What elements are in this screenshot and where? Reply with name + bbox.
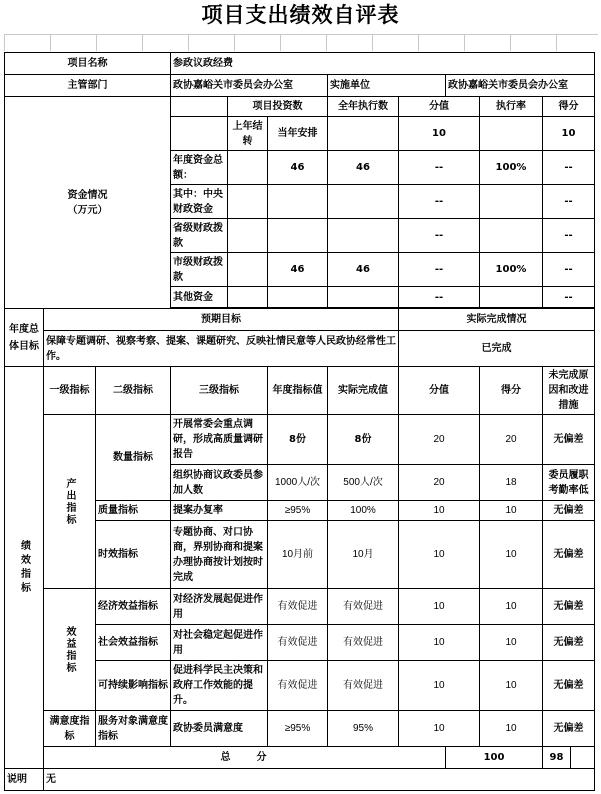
perf-l3: 专题协商、对口协商，界别协商和提案办理协商按计划按时完成 xyxy=(171,521,268,589)
total-label: 总 分 xyxy=(44,747,446,769)
actual-goal-label: 实际完成情况 xyxy=(399,309,595,331)
perf-l2: 质量指标 xyxy=(96,501,171,521)
perf-target: 有效促进 xyxy=(268,625,328,661)
perf-reason: 无偏差 xyxy=(543,501,595,521)
header-score-value: 10 xyxy=(399,117,480,151)
perf-got: 18 xyxy=(480,465,543,501)
perf-l3: 对社会稳定起促进作用 xyxy=(171,625,268,661)
header-reason: 未完成原因和改进措施 xyxy=(543,367,595,415)
perf-got: 10 xyxy=(480,501,543,521)
dept-label: 主管部门 xyxy=(5,75,171,97)
col-invest: 项目投资数 xyxy=(228,97,328,117)
perf-score: 10 xyxy=(399,501,480,521)
row-goals-content xyxy=(5,331,595,367)
row-goals-header xyxy=(5,309,595,331)
perf-l2: 可持续影响指标 xyxy=(96,661,171,711)
project-name-label: 项目名称 xyxy=(5,53,171,75)
perf-section-label: 绩效指标 xyxy=(5,367,44,769)
note-label: 说明 xyxy=(5,769,44,791)
group-benefit: 效益指标 xyxy=(44,589,96,711)
perf-reason: 无偏差 xyxy=(543,415,595,465)
perf-row xyxy=(5,711,595,747)
perf-row xyxy=(5,415,595,465)
perf-l2: 服务对象满意度指标 xyxy=(96,711,171,747)
funds-row-prev xyxy=(228,253,268,287)
perf-l2: 数量指标 xyxy=(96,415,171,501)
perf-l2: 时效指标 xyxy=(96,521,171,589)
perf-reason: 无偏差 xyxy=(543,521,595,589)
row-department xyxy=(5,75,595,97)
perf-l3: 促进科学民主决策和政府工作效能的提升。 xyxy=(171,661,268,711)
perf-got: 10 xyxy=(480,625,543,661)
spreadsheet-gridlines xyxy=(4,34,598,51)
total-got: 98 xyxy=(543,747,571,769)
funds-section-label xyxy=(5,97,171,309)
funds-row-exec: 46 xyxy=(328,151,399,185)
perf-l2: 经济效益指标 xyxy=(96,589,171,625)
perf-actual: 500人/次 xyxy=(328,465,399,501)
perf-score: 20 xyxy=(399,415,480,465)
funds-row-prev xyxy=(228,219,268,253)
perf-target: 1000人/次 xyxy=(268,465,328,501)
perf-target: ≥95% xyxy=(268,711,328,747)
perf-l3: 开展常委会重点调研，形成高质量调研报告 xyxy=(171,415,268,465)
perf-target: 10月前 xyxy=(268,521,328,589)
exec-blank xyxy=(328,117,399,151)
project-name-value: 参政议政经费 xyxy=(171,53,595,75)
perf-score: 10 xyxy=(399,521,480,589)
row-note xyxy=(5,769,595,791)
expected-goal-value: 保障专题调研、视察考察、提案、课题研究、反映社情民意等人民政协经常性工作。 xyxy=(44,331,399,367)
funds-row-prev xyxy=(228,151,268,185)
actual-goal-value: 已完成 xyxy=(399,331,595,367)
funds-row-got: -- xyxy=(543,151,595,185)
perf-got: 10 xyxy=(480,661,543,711)
funds-row-got: -- xyxy=(543,185,595,219)
perf-l3: 组织协商议政委员参加人数 xyxy=(171,465,268,501)
funds-blank-sub xyxy=(171,117,228,151)
funds-unit: （万元） xyxy=(67,204,108,216)
perf-l2: 社会效益指标 xyxy=(96,625,171,661)
funds-row-rate xyxy=(480,219,543,253)
funds-row-exec xyxy=(328,219,399,253)
funds-row-label: 省级财政拨款 xyxy=(171,219,228,253)
header-got-value: 10 xyxy=(543,117,595,151)
perf-actual: 10月 xyxy=(328,521,399,589)
funds-row-rate: 100% xyxy=(480,253,543,287)
funds-row-exec xyxy=(328,185,399,219)
row-total xyxy=(5,747,595,769)
perf-l3: 政协委员满意度 xyxy=(171,711,268,747)
perf-row xyxy=(5,589,595,625)
funds-row-label: 其他资金 xyxy=(171,287,228,308)
perf-actual: 有效促进 xyxy=(328,661,399,711)
col-prev: 上年结转 xyxy=(228,117,268,151)
header-actual: 实际完成值 xyxy=(328,367,399,415)
perf-reason: 无偏差 xyxy=(543,625,595,661)
row-funds-header xyxy=(5,97,595,117)
expected-goal-label: 预期目标 xyxy=(44,309,399,331)
col-curr: 当年安排 xyxy=(268,117,328,151)
perf-target: 8份 xyxy=(268,415,328,465)
col-got: 得分 xyxy=(543,97,595,117)
impl-label: 实施单位 xyxy=(328,75,446,97)
funds-row-got: -- xyxy=(543,219,595,253)
funds-row-curr xyxy=(268,185,328,219)
funds-row-label: 其中：中央财政资金 xyxy=(171,185,228,219)
perf-reason: 无偏差 xyxy=(543,661,595,711)
perf-got: 10 xyxy=(480,521,543,589)
perf-reason: 无偏差 xyxy=(543,711,595,747)
perf-actual: 有效促进 xyxy=(328,589,399,625)
funds-row-score: -- xyxy=(399,219,480,253)
funds-row-score: -- xyxy=(399,151,480,185)
header-l2: 二级指标 xyxy=(96,367,171,415)
funds-row-curr xyxy=(268,219,328,253)
header-got: 得分 xyxy=(480,367,543,415)
row-perf-header xyxy=(5,367,595,415)
evaluation-table xyxy=(4,52,595,791)
funds-row-got: -- xyxy=(543,253,595,287)
total-score: 100 xyxy=(446,747,543,769)
row-project-name xyxy=(5,53,595,75)
header-l3: 三级指标 xyxy=(171,367,268,415)
perf-l3: 对经济发展起促进作用 xyxy=(171,589,268,625)
perf-l3: 提案办复率 xyxy=(171,501,268,521)
perf-target: ≥95% xyxy=(268,501,328,521)
funds-row-rate xyxy=(480,287,543,308)
header-l1: 一级指标 xyxy=(44,367,96,415)
funds-row-got: -- xyxy=(543,287,595,308)
funds-row-exec: 46 xyxy=(328,253,399,287)
col-rate: 执行率 xyxy=(480,97,543,117)
perf-reason: 委员履职考勤率低 xyxy=(543,465,595,501)
funds-row-rate: 100% xyxy=(480,151,543,185)
header-score: 分值 xyxy=(399,367,480,415)
funds-row-prev xyxy=(228,185,268,219)
group-satisfaction: 满意度指标 xyxy=(44,711,96,747)
perf-actual: 100% xyxy=(328,501,399,521)
funds-row-label: 市级财政拨款 xyxy=(171,253,228,287)
perf-actual: 95% xyxy=(328,711,399,747)
funds-row-rate xyxy=(480,185,543,219)
perf-got: 10 xyxy=(480,711,543,747)
funds-label: 资金情况 xyxy=(67,189,108,201)
perf-score: 20 xyxy=(399,465,480,501)
note-value: 无 xyxy=(44,769,595,791)
goals-label: 年度总体目标 xyxy=(5,309,44,367)
header-target: 年度指标值 xyxy=(268,367,328,415)
funds-row-score: -- xyxy=(399,287,480,308)
perf-got: 10 xyxy=(480,589,543,625)
col-score: 分值 xyxy=(399,97,480,117)
funds-row-score: -- xyxy=(399,185,480,219)
total-blank xyxy=(571,747,595,769)
perf-target: 有效促进 xyxy=(268,661,328,711)
perf-reason: 无偏差 xyxy=(543,589,595,625)
funds-row-exec xyxy=(328,287,399,308)
group-output: 产出指标 xyxy=(44,415,96,589)
col-exec: 全年执行数 xyxy=(328,97,399,117)
perf-got: 20 xyxy=(480,415,543,465)
page-title: 项目支出绩效自评表 xyxy=(201,2,400,27)
perf-actual: 8份 xyxy=(328,415,399,465)
perf-score: 10 xyxy=(399,711,480,747)
funds-row-curr: 46 xyxy=(268,253,328,287)
perf-score: 10 xyxy=(399,589,480,625)
funds-row-label: 年度资金总额： xyxy=(171,151,228,185)
rate-blank xyxy=(480,117,543,151)
dept-value: 政协嘉峪关市委员会办公室 xyxy=(171,75,328,97)
funds-blank-header xyxy=(171,97,228,117)
perf-score: 10 xyxy=(399,625,480,661)
perf-score: 10 xyxy=(399,661,480,711)
funds-row-curr: 46 xyxy=(268,151,328,185)
funds-row-prev xyxy=(228,287,268,308)
impl-value: 政协嘉峪关市委员会办公室 xyxy=(446,75,595,97)
funds-row-score: -- xyxy=(399,253,480,287)
funds-row-curr xyxy=(268,287,328,308)
perf-target: 有效促进 xyxy=(268,589,328,625)
perf-actual: 有效促进 xyxy=(328,625,399,661)
